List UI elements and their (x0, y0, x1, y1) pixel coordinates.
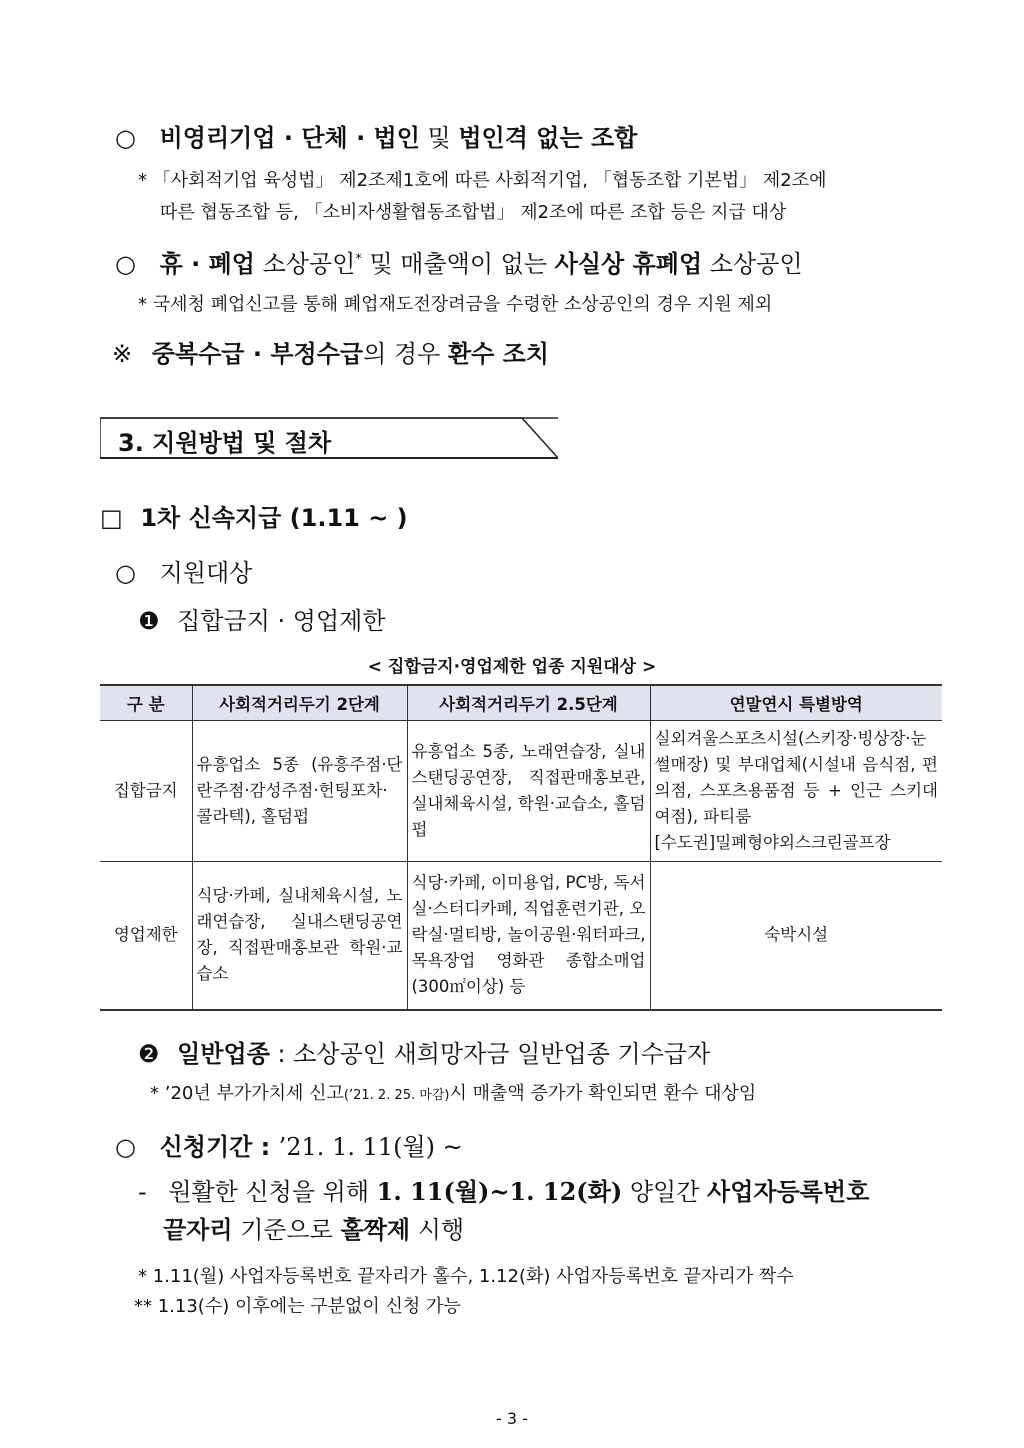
bold-text: 홀짝제 (340, 1216, 411, 1244)
bold-text: 환수 조치 (447, 340, 549, 368)
text: 양일간 (622, 1178, 708, 1206)
reference-mark: ※ (112, 340, 133, 368)
note-closure: * 국세청 폐업신고를 통해 폐업재도전장려금을 수령한 소상공인의 경우 지원 제외 (138, 294, 773, 315)
phase1-title: 1차 신속지급 (1.11 ~ ) (140, 504, 408, 532)
support-target-table (100, 684, 942, 1011)
table-row (100, 862, 942, 1010)
period-heading (115, 1127, 463, 1162)
period-date: ’21. 1. 11(월) (278, 1133, 436, 1161)
note-social-enterprise-2: 따른 협동조합 등, 「소비자생활협동조합법」 제2조에 따른 조합 등은 지급 대상 (160, 202, 787, 223)
dash-mark: - (138, 1178, 147, 1206)
page-number: - 3 - (496, 1409, 528, 1428)
text: 기준으로 (232, 1216, 341, 1244)
bold-text: 중복수급 · 부정수급 (151, 340, 364, 368)
text: ~ (435, 1133, 463, 1161)
text: 시 매출액 증가가 확인되면 환수 대상임 (449, 1083, 757, 1104)
number-2-icon: ❷ (138, 1040, 160, 1068)
sub2-label: 일반업종 (177, 1040, 270, 1068)
exclusion-item-closed (115, 244, 803, 279)
section-title: 3. 지원방법 및 절차 (118, 429, 332, 457)
note-odd-even: * 1.11(월) 사업자등록번호 끝자리가 홀수, 1.12(화) 사업자등록번호 끝자리가 짝수 (138, 1266, 794, 1287)
table-caption: < 집합금지·영업제한 업종 지원대상 > (367, 657, 657, 677)
note-after: ** 1.13(수) 이후에는 구분없이 신청 가능 (134, 1296, 461, 1317)
bullet-circle: ○ (115, 250, 136, 278)
bold-text: 사업자등록번호 (707, 1178, 870, 1206)
cell-text: [수도권]밀폐형야외스크린골프장 (654, 833, 891, 852)
period-label: 신청기간 : (159, 1133, 279, 1161)
dash-line-1 (138, 1172, 869, 1207)
sub1-label: 집합금지 · 영업제한 (177, 607, 386, 635)
cell-text: 실외겨울스포츠시설(스키장·빙상장·눈썰매장) 및 부대업체(시설내 음식점, 편의점, 스포츠용품점 등 + 인근 스키대여점), 파티룸 (654, 729, 938, 826)
bold-text: 사실상 휴폐업 (554, 250, 703, 278)
table-cell: 식당·카페, 이미용업, PC방, 독서실·스터디카페, 직업훈련기관, 오락실·멀티방, 놀이공원·워터파크, 목욕장업 영화관 종합소매업(300㎡이상) 등 (407, 862, 650, 1010)
footnote-mark: * (355, 252, 362, 267)
bold-text: 법인격 없는 조합 (458, 124, 638, 152)
sub2-text: : 소상공인 새희망자금 일반업종 기수급자 (269, 1040, 711, 1068)
table-cell: 식당·카페, 실내체육시설, 노래연습장, 실내스탠딩공연장, 직접판매홍보관 학원·교습소 (192, 862, 407, 1010)
box-bullet: □ (100, 504, 123, 532)
exclusion-item-duplicate (112, 334, 549, 369)
table-header: 연말연시 특별방역 (650, 685, 942, 721)
bold-text: 휴 · 폐업 (159, 250, 255, 278)
table-row (100, 721, 942, 862)
dash-line-2 (163, 1210, 464, 1245)
text: 소상공인 (702, 250, 803, 278)
bold-text: 1. 11(월)~1. 12(화) (376, 1177, 623, 1206)
row-label: 집합금지 (100, 721, 192, 862)
table-header: 사회적거리두기 2.5단계 (407, 685, 650, 721)
table-header: 구 분 (100, 685, 192, 721)
bold-text: 비영리기업 · 단체 · 법인 (159, 124, 420, 152)
sub2-heading (138, 1034, 710, 1069)
row-label: 영업제한 (100, 862, 192, 1010)
target-label: 지원대상 (159, 559, 253, 587)
exclusion-item-nonprofit (115, 118, 637, 153)
text: 및 (419, 124, 459, 152)
text: * ’20년 부가가치세 신고 (150, 1083, 344, 1104)
table-header: 사회적거리두기 2단계 (192, 685, 407, 721)
note-vat (150, 1079, 756, 1105)
text: 시행 (410, 1216, 465, 1244)
table-cell: 숙박시설 (650, 862, 942, 1010)
bullet-circle: ○ (115, 559, 136, 587)
section-header (100, 417, 558, 459)
table-header-row (100, 685, 942, 721)
bullet-circle: ○ (115, 124, 136, 152)
bullet-circle: ○ (115, 1133, 136, 1161)
text: 의 경우 (363, 340, 448, 368)
sub1-heading (138, 601, 386, 636)
table-cell: 유흥업소 5종 (유흥주점·단란주점·감성주점·헌팅포차·콜라텍), 홀덤펍 (192, 721, 407, 862)
small-text: (’21. 2. 25. 마감) (343, 1088, 450, 1103)
table-cell (650, 721, 942, 862)
table-cell: 유흥업소 5종, 노래연습장, 실내스탠딩공연장, 직접판매홍보관, 실내체육시설, 학원·교습소, 홀덤펍 (407, 721, 650, 862)
number-1-icon: ❶ (138, 607, 160, 635)
text: 및 매출액이 없는 (361, 250, 555, 278)
text: 원활한 신청을 위해 (168, 1178, 377, 1206)
phase1-heading (100, 498, 408, 533)
note-social-enterprise-1: * 「사회적기업 육성법」 제2조제1호에 따른 사회적기업, 「협동조합 기본법」 제2조에 (138, 170, 827, 191)
target-heading (115, 553, 252, 588)
bold-text: 끝자리 (163, 1216, 233, 1244)
text: 소상공인 (254, 250, 356, 278)
